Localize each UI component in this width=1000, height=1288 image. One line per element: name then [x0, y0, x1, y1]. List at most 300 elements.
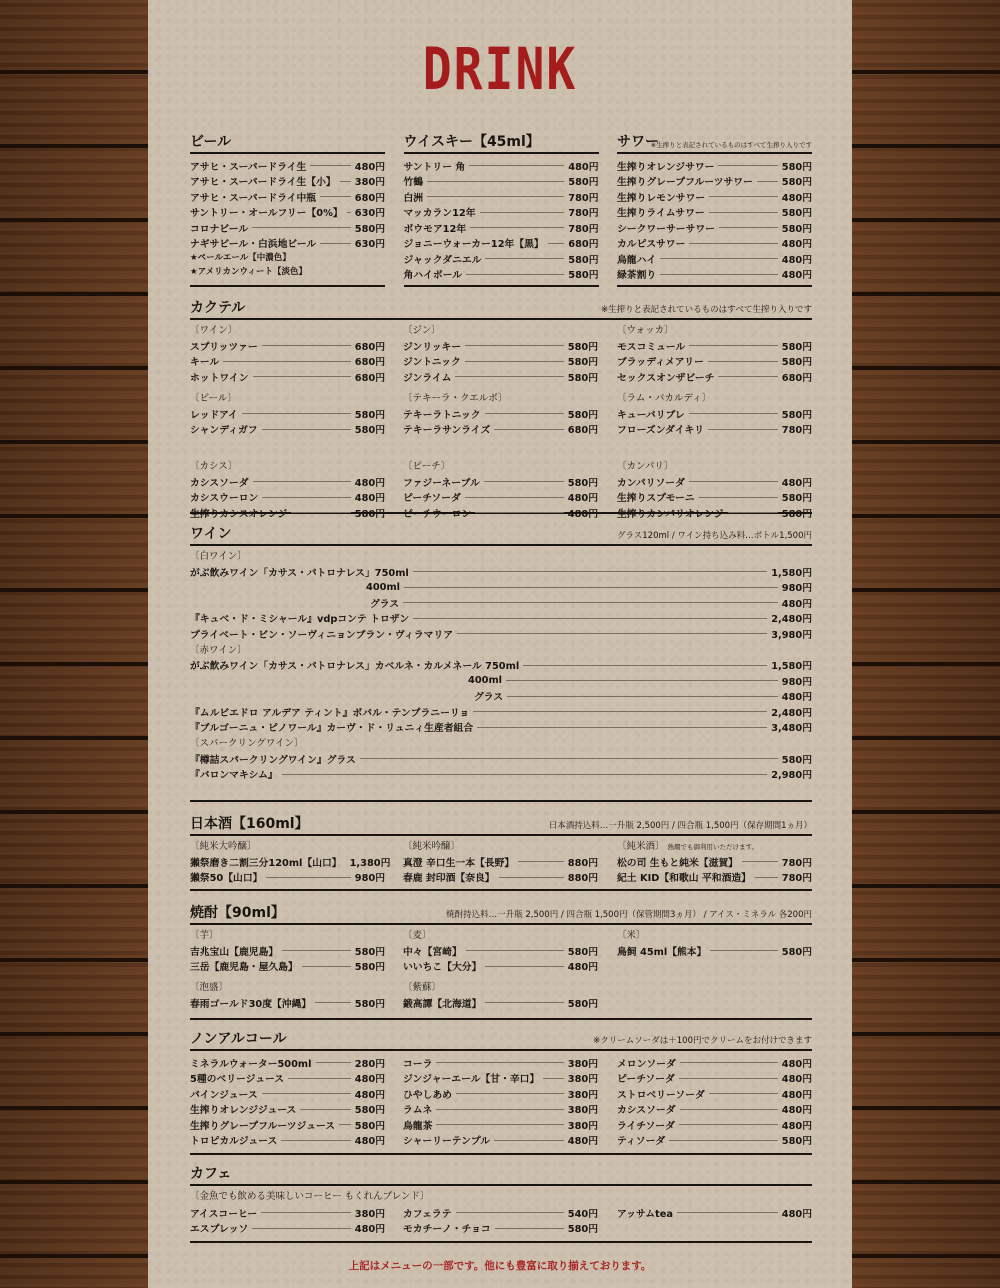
menu-item	[190, 720, 812, 736]
item-price: 580円	[781, 754, 812, 766]
item-price: 480円	[781, 270, 812, 282]
group-heading: 〔紫蘇〕	[403, 982, 442, 993]
leader-line	[708, 361, 778, 362]
menu-item	[190, 580, 812, 596]
whisky-column	[404, 134, 599, 287]
menu-item	[403, 369, 598, 385]
leader-line	[507, 696, 778, 697]
item-column	[403, 1205, 598, 1236]
item-name: 400ml	[468, 675, 503, 687]
item-price: 380円	[567, 1089, 598, 1101]
item-name: 真澄 辛口生一本【長野】	[403, 857, 515, 869]
leader-line	[689, 345, 778, 346]
menu-item	[190, 369, 385, 385]
item-price: 480円	[567, 1136, 598, 1148]
item-name: アサヒ・スーパードライ生【小】	[190, 177, 336, 189]
menu-item	[190, 751, 812, 767]
item-name: 三岳【鹿児島・屋久島】	[190, 962, 298, 974]
leader-line	[253, 376, 351, 377]
menu-item	[404, 174, 599, 190]
item-price: 3,480円	[771, 723, 812, 735]
item-name: ピーチソーダ	[403, 493, 461, 505]
leader-line	[262, 429, 351, 430]
leader-line	[282, 774, 768, 775]
menu-item	[190, 406, 385, 422]
item-price: 3,980円	[771, 629, 812, 641]
item-price: 580円	[567, 998, 598, 1010]
menu-item	[617, 251, 812, 267]
menu-item	[617, 174, 812, 190]
item-group	[403, 324, 598, 385]
item-name: 松の司 生もと純米【滋賀】	[617, 857, 738, 869]
item-price: 540円	[567, 1208, 598, 1220]
item-name: フローズンダイキリ	[617, 425, 705, 437]
item-name: いいちこ【大分】	[403, 962, 482, 974]
leader-line	[470, 227, 564, 228]
menu-item	[617, 1205, 812, 1221]
menu-item	[617, 1055, 812, 1071]
item-name: 『キュベ・ド・ミシャール』vdpコンテ トロザン	[190, 614, 410, 626]
item-name: 400ml	[366, 581, 401, 593]
item-column	[617, 1205, 812, 1221]
sour-heading: サワー	[617, 134, 659, 150]
item-name: ホットワイン	[190, 372, 249, 384]
item-price: 580円	[567, 372, 598, 384]
item-price: 480円	[354, 1074, 385, 1086]
item-name: コーラ	[403, 1058, 433, 1070]
item-price: 680円	[354, 341, 385, 353]
menu-item	[403, 870, 598, 886]
item-name: ブラッディメアリー	[617, 357, 704, 369]
item-price: 580円	[781, 1136, 812, 1148]
item-name: ピーチウーロン	[403, 508, 472, 520]
leader-line	[719, 227, 778, 228]
menu-item	[190, 354, 385, 370]
leader-line	[499, 877, 564, 878]
leader-line	[315, 1002, 351, 1003]
item-name: ジントニック	[403, 357, 461, 369]
item-price: 480円	[781, 1058, 812, 1070]
item-price: 480円	[567, 508, 598, 520]
item-price: 680円	[568, 239, 599, 251]
menu-item	[190, 595, 812, 611]
leader-line	[677, 1212, 778, 1213]
menu-item	[403, 1071, 598, 1087]
item-name: カシスソーダ	[617, 1105, 676, 1117]
item-name: キール	[190, 357, 220, 369]
item-name: 鍛高譚【北海道】	[403, 998, 482, 1010]
item-name: レッドアイ	[190, 409, 238, 421]
item-name: ミネラルウォーター500ml	[190, 1058, 312, 1070]
item-name: ライチソーダ	[617, 1120, 675, 1132]
item-price: 880円	[567, 857, 598, 869]
item-name: エスプレッソ	[190, 1224, 249, 1236]
item-name: ピーチソーダ	[617, 1074, 675, 1086]
leader-line	[757, 181, 778, 182]
leader-line	[455, 376, 563, 377]
group-heading: 〔純米酒〕	[617, 841, 665, 852]
group-heading: 〔ピーチ〕	[403, 461, 451, 472]
item-name: 白洲	[403, 192, 424, 204]
item-name: 『樽詰スパークリングワイン』グラス	[190, 754, 356, 766]
leader-line	[310, 165, 350, 166]
beer-note: ★アメリカンウィート【淡色】	[190, 267, 308, 277]
item-column	[617, 1055, 812, 1148]
menu-item	[403, 1055, 598, 1071]
item-price: 980円	[781, 676, 812, 688]
cocktail-note: ※生搾りと表記されているものはすべて生搾り入りです	[601, 305, 812, 315]
menu-item	[403, 354, 598, 370]
leader-line	[494, 429, 563, 430]
shochu-section	[190, 905, 812, 1020]
leader-line	[291, 512, 351, 513]
leader-line	[465, 361, 564, 362]
menu-item	[190, 474, 385, 490]
leader-line	[252, 1228, 350, 1229]
leader-line	[320, 196, 351, 197]
menu-item	[617, 236, 812, 252]
leader-line	[709, 196, 778, 197]
item-name: ジンライム	[403, 372, 452, 384]
leader-line	[262, 345, 351, 346]
item-group	[403, 840, 598, 885]
item-price: 580円	[781, 493, 812, 505]
cafe-section	[190, 1166, 812, 1243]
leader-line	[485, 413, 564, 414]
item-price: 480円	[567, 962, 598, 974]
item-price: 480円	[781, 692, 812, 704]
item-price: 580円	[567, 946, 598, 958]
item-price: 580円	[781, 508, 812, 520]
menu-item	[190, 626, 812, 642]
leader-line	[253, 481, 351, 482]
item-price: 380円	[567, 1105, 598, 1117]
item-price: 880円	[567, 873, 598, 885]
item-group	[403, 981, 598, 1011]
cafe-group-heading: 〔金魚でも飲める美味しいコーヒー もくれんブレンド〕	[190, 1191, 430, 1202]
sake-note: 日本酒持込料…一升瓶 2,500円 / 四合瓶 1,500円（保存期間1ヵ月）	[548, 821, 812, 831]
item-name: シャーリーテンプル	[403, 1136, 491, 1148]
leader-line	[436, 1109, 563, 1110]
menu-item	[190, 1102, 385, 1118]
item-name: アサヒ・スーパードライ中瓶	[190, 192, 317, 204]
leader-line	[281, 1140, 351, 1141]
item-price: 380円	[567, 1120, 598, 1132]
nonalcohol-section	[190, 1031, 812, 1155]
menu-item	[617, 205, 812, 221]
menu-item	[403, 943, 598, 959]
item-price: 580円	[354, 223, 385, 235]
leader-line	[669, 1140, 778, 1141]
menu-item	[404, 158, 599, 174]
menu-item	[403, 406, 598, 422]
leader-line	[679, 1124, 778, 1125]
item-name: 烏龍ハイ	[617, 254, 657, 266]
leader-line	[718, 376, 777, 377]
wine-section	[190, 526, 812, 802]
menu-item	[190, 1205, 385, 1221]
leader-line	[436, 1124, 563, 1125]
menu-item	[190, 158, 385, 174]
item-price: 480円	[781, 1089, 812, 1101]
menu-item	[403, 959, 598, 975]
item-name: 角ハイボール	[403, 270, 463, 282]
item-name: テキーラトニック	[403, 409, 481, 421]
item-name: 吉兆宝山【鹿児島】	[190, 946, 279, 958]
item-name: 春鹿 封印酒【奈良】	[403, 873, 495, 885]
menu-title: DRINK	[422, 36, 578, 104]
leader-line	[282, 950, 351, 951]
item-name: 生搾りグレープフルーツジュース	[190, 1120, 335, 1132]
item-name: 中々【宮崎】	[403, 946, 462, 958]
group-heading: 〔テキーラ・クエルボ〕	[403, 393, 508, 404]
leader-line	[742, 861, 778, 862]
shochu-note: 焼酎持込料…一升瓶 2,500円 / 四合瓶 1,500円（保管期間3ヵ月） / アイス・ミネラル 各200円	[446, 910, 812, 920]
leader-line	[288, 1078, 351, 1079]
item-price: 580円	[781, 177, 812, 189]
menu-item	[404, 205, 599, 221]
menu-item	[190, 564, 812, 580]
group-heading: 〔ワイン〕	[190, 325, 238, 336]
leader-line	[689, 243, 777, 244]
menu-item	[190, 422, 385, 438]
item-name: サントリー・オールフリー【0%】	[190, 208, 343, 220]
item-price: 480円	[781, 1120, 812, 1132]
menu-item	[190, 689, 812, 705]
item-price: 630円	[354, 239, 385, 251]
item-price: 580円	[354, 409, 385, 421]
item-group	[617, 840, 812, 885]
item-name: 生搾りスプモーニ	[617, 493, 695, 505]
leader-line	[708, 429, 778, 430]
item-name: マッカラン12年	[403, 208, 476, 220]
menu-item	[617, 267, 812, 283]
menu-item	[617, 220, 812, 236]
item-price: 680円	[567, 425, 598, 437]
item-price: 580円	[354, 962, 385, 974]
item-name: ストロベリーソーダ	[617, 1089, 705, 1101]
menu-item	[190, 1086, 385, 1102]
item-price: 580円	[781, 341, 812, 353]
item-price: 480円	[354, 477, 385, 489]
item-name: ナギサビール・白浜地ビール	[190, 239, 317, 251]
sour-column	[617, 134, 812, 287]
menu-item	[190, 205, 385, 221]
item-price: 980円	[781, 583, 812, 595]
beer-heading: ビール	[190, 134, 232, 150]
item-name: グラス	[474, 692, 504, 704]
item-price: 280円	[354, 1058, 385, 1070]
menu-item	[617, 406, 812, 422]
item-price: 680円	[354, 357, 385, 369]
leader-line	[302, 966, 351, 967]
item-price: 780円	[781, 873, 812, 885]
menu-item	[403, 474, 598, 490]
item-price: 480円	[354, 1136, 385, 1148]
cafe-heading: カフェ	[190, 1166, 232, 1182]
menu-item	[404, 251, 599, 267]
leader-line	[710, 950, 777, 951]
sake-section	[190, 816, 812, 891]
item-group	[617, 460, 812, 521]
leader-line	[485, 258, 564, 259]
menu-item	[617, 870, 812, 886]
leader-line	[699, 497, 778, 498]
item-group	[403, 929, 598, 974]
item-group	[190, 981, 385, 1011]
menu-item	[404, 220, 599, 236]
item-price: 480円	[781, 192, 812, 204]
leader-line	[456, 1212, 564, 1213]
group-heading: 〔ジン〕	[403, 325, 441, 336]
footer-note: 上記はメニューの一部です。他にも豊富に取り揃えております。	[348, 1260, 652, 1272]
item-group	[617, 929, 812, 959]
item-group	[190, 840, 391, 885]
item-price: 1,380円	[349, 857, 391, 869]
item-name: ジンリッキー	[403, 341, 462, 353]
item-name: 生搾りレモンサワー	[617, 192, 706, 204]
item-price: 780円	[568, 208, 599, 220]
item-price: 630円	[354, 208, 385, 220]
leader-line	[242, 413, 351, 414]
leader-line	[404, 587, 778, 588]
beer-column	[190, 134, 385, 287]
item-price: 980円	[354, 873, 385, 885]
leader-line	[718, 165, 777, 166]
item-price: 480円	[354, 1089, 385, 1101]
menu-item	[404, 189, 599, 205]
item-name: 鳥飼 45ml【熊本】	[617, 946, 707, 958]
menu-item	[190, 1055, 385, 1071]
item-name: 生搾りカンパリオレンジ	[617, 508, 724, 520]
item-price: 580円	[354, 946, 385, 958]
group-heading: 〔米〕	[617, 930, 646, 941]
item-name: アイスコーヒー	[190, 1208, 258, 1220]
menu-item	[404, 236, 599, 252]
menu-item	[190, 673, 812, 689]
item-name: ラムネ	[403, 1105, 433, 1117]
group-heading: 〔ラム・バカルディ〕	[617, 393, 712, 404]
item-price: 480円	[781, 239, 812, 251]
item-price: 580円	[354, 508, 385, 520]
item-price: 580円	[568, 177, 599, 189]
item-group	[403, 392, 598, 437]
item-price: 580円	[781, 208, 812, 220]
menu-item	[404, 267, 599, 283]
item-price: 580円	[781, 357, 812, 369]
item-price: 680円	[354, 192, 385, 204]
item-name: 紀土 KID【和歌山 平和酒造】	[617, 873, 751, 885]
menu-item	[617, 490, 812, 506]
item-name: 生搾りライムサワー	[617, 208, 705, 220]
item-price: 1,580円	[771, 567, 812, 579]
item-name: キューバリブレ	[617, 409, 685, 421]
item-name: 『ムルビエドロ アルデア ティント』ボバル・テンプラニーリョ	[190, 707, 470, 719]
item-price: 480円	[781, 1208, 812, 1220]
item-name: パインジュース	[190, 1089, 258, 1101]
sour-note: ※生搾りと表記されているものはすべて生搾り入りです	[650, 141, 812, 149]
menu-item	[190, 1117, 385, 1133]
beer-note: ★ペールエール【中濃色】	[190, 253, 291, 263]
menu-item	[403, 995, 598, 1011]
menu-item	[190, 236, 385, 252]
menu-item	[190, 943, 385, 959]
menu-item	[403, 505, 598, 521]
item-name: 生搾りカシスオレンジ	[190, 508, 288, 520]
item-name: アッサムtea	[617, 1208, 673, 1220]
item-price: 2,480円	[771, 614, 812, 626]
nonalcohol-heading: ノンアルコール	[190, 1031, 287, 1047]
menu-item	[403, 1117, 598, 1133]
group-heading: 〔ウォッカ〕	[617, 325, 674, 336]
item-name: ひやしあめ	[403, 1089, 452, 1101]
item-price: 580円	[781, 223, 812, 235]
leader-line	[223, 361, 351, 362]
item-price: 480円	[354, 161, 385, 173]
item-name: 春雨ゴールド30度【沖縄】	[190, 998, 312, 1010]
item-price: 580円	[567, 477, 598, 489]
item-name: プライベート・ビン・ソーヴィニョンブラン・ヴィラマリア	[190, 629, 454, 641]
item-price: 580円	[568, 270, 599, 282]
wine-group-heading: 〔赤ワイン〕	[190, 644, 247, 656]
item-price: 2,480円	[771, 707, 812, 719]
item-group	[190, 324, 385, 385]
item-price: 580円	[567, 341, 598, 353]
item-name: 『バロンマキシム』	[190, 770, 278, 782]
menu-item	[617, 474, 812, 490]
item-price: 780円	[781, 425, 812, 437]
item-price: 380円	[354, 177, 385, 189]
item-name: スプリッツァー	[190, 341, 258, 353]
item-name: アサヒ・スーパードライ生	[190, 161, 307, 173]
leader-line	[485, 1002, 563, 1003]
item-price: 780円	[781, 857, 812, 869]
item-price: 380円	[567, 1074, 598, 1086]
wine-group-heading: 〔白ワイン〕	[190, 551, 247, 562]
item-name: カフェラテ	[403, 1208, 452, 1220]
item-column	[190, 1055, 385, 1148]
item-name: 獺祭50【山口】	[190, 873, 263, 885]
item-price: 480円	[781, 1105, 812, 1117]
group-heading: 〔純米吟醸〕	[403, 841, 461, 852]
leader-line	[320, 243, 351, 244]
menu-item	[403, 1086, 598, 1102]
item-name: 竹鶴	[403, 177, 424, 189]
leader-line	[543, 1078, 563, 1079]
item-column	[190, 1205, 385, 1236]
item-price: 580円	[354, 425, 385, 437]
menu-paper	[148, 0, 852, 1288]
menu-item	[190, 995, 385, 1011]
leader-line	[679, 1078, 778, 1079]
group-heading: 〔麦〕	[403, 930, 432, 941]
group-heading: 〔泡盛〕	[190, 982, 229, 993]
leader-line	[484, 481, 564, 482]
menu-item	[617, 1102, 812, 1118]
menu-item	[190, 189, 385, 205]
leader-line	[506, 680, 778, 681]
item-name: 生搾りグレープフルーツサワー	[617, 177, 753, 189]
menu-item	[190, 611, 812, 627]
leader-line	[347, 212, 351, 213]
item-name: 生搾りオレンジサワー	[617, 161, 715, 173]
item-name: コロナビール	[190, 223, 249, 235]
item-group	[403, 460, 598, 521]
menu-item	[190, 1133, 385, 1149]
menu-item	[617, 354, 812, 370]
menu-item	[617, 158, 812, 174]
item-price: 580円	[568, 254, 599, 266]
